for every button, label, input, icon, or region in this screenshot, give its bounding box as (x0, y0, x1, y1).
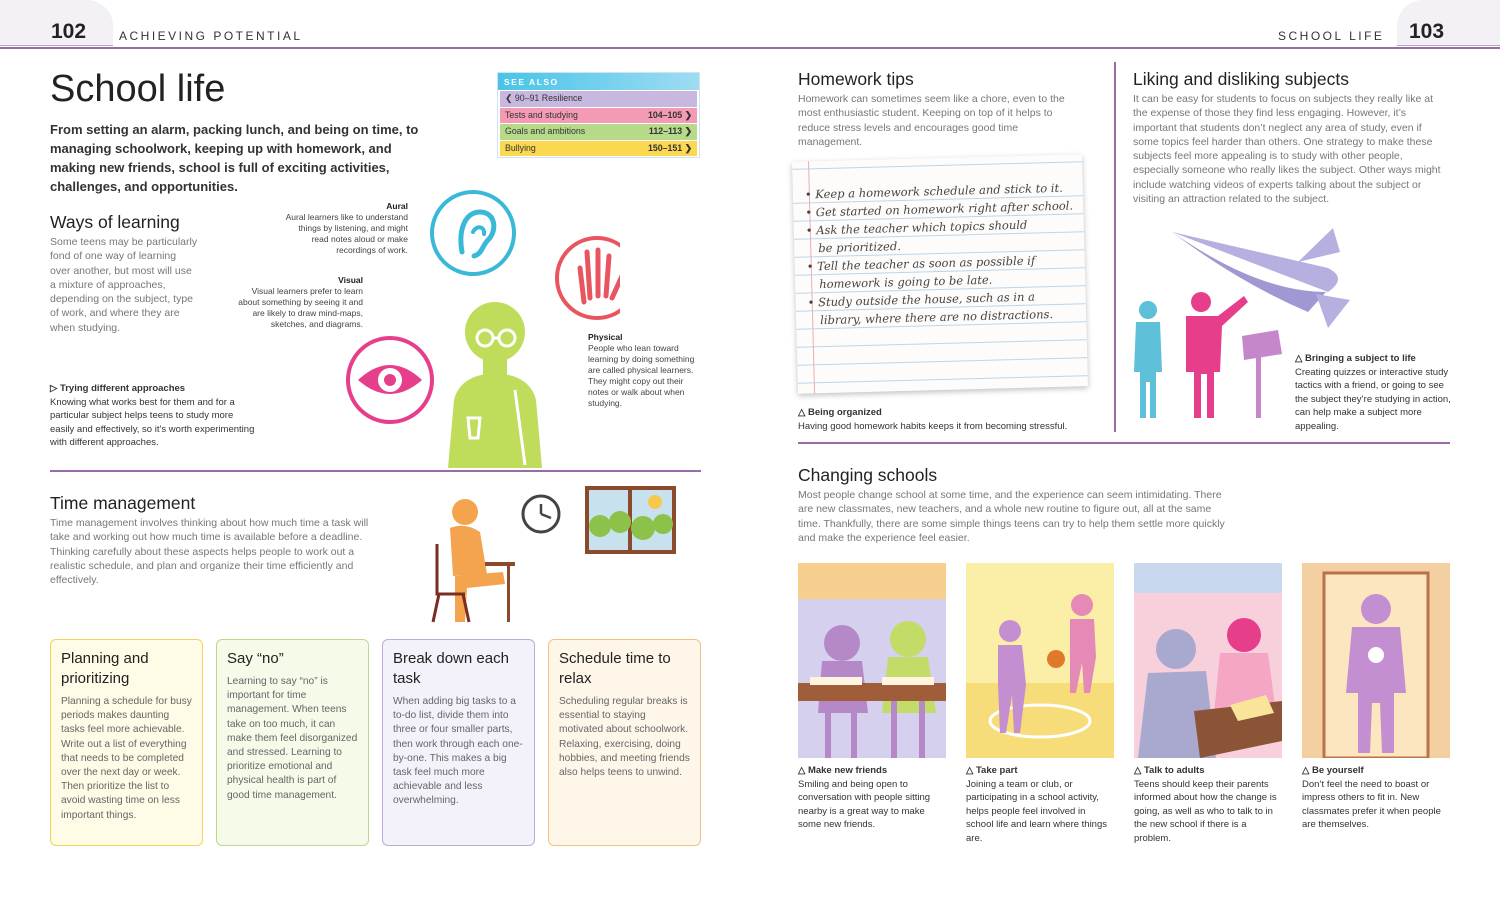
tip-box-say-no: Say “no” Learning to say “no” is important for time management. When teens take on too much, it can make them feel disorganized and stressed. Learning to prioritize emotional and physical health is part of good time management. (216, 639, 369, 846)
ways-body: Some teens may be particularly fond of one way of learning over another, but most will use a mixture of approaches, depending on the subject, type of work, and where they are when studying. (50, 236, 198, 334)
right-page-number: 103 (1409, 20, 1445, 43)
tip-box-relax: Schedule time to relax Scheduling regular breaks is essential to staying motivated about schoolwork. Relaxing, exercising, doing hobbies, and meeting friends also helps teens to unwind. (548, 639, 701, 846)
panel-take-part (966, 563, 1114, 758)
panel-be-yourself (1302, 563, 1450, 758)
homework-note (792, 154, 1088, 394)
ways-caption: ▷ Trying different approaches Knowing what works best for them and for a particular subject helps teens to study more easily and effectively, so it’s worth experimenting with different approaches. (50, 383, 255, 448)
column-rule (1114, 62, 1116, 432)
see-also-item[interactable]: ❮ 90–91 Resilience (500, 91, 697, 107)
caption-be-yourself: △ Be yourself Don’t feel the need to boast or impress others to fit in. New classmates prefer it when people are themselves. (1302, 765, 1441, 830)
right-running-head: SCHOOL LIFE (1278, 29, 1385, 43)
see-also-heading: SEE ALSO (498, 73, 699, 90)
panel-talk-adults (1134, 563, 1282, 758)
see-also-item[interactable]: Bullying 150–151 ❯ (500, 141, 697, 157)
learning-illustration (340, 190, 620, 475)
see-also-box (497, 72, 700, 158)
stressed-student (450, 499, 505, 622)
student-blue (1134, 301, 1162, 418)
time-body: Time management involves thinking about how much time a task will take and working out how much time is available before a deadline. Thinking carefully about these aspects helps people to work out a realistic schedule, and plan and organize their time efficiently and effectively. (50, 517, 369, 587)
basketball-icon (1047, 650, 1065, 668)
liking-heading: Liking and disliking subjects (1133, 69, 1349, 89)
ways-heading: Ways of learning (50, 212, 180, 232)
skull-icon (1368, 647, 1384, 663)
liking-caption: △ Bringing a subject to life Creating quizzes or interactive study tactics with a friend, or going to see the subject they’re studying in action, can help make a subject more appealing. (1295, 353, 1451, 432)
section-rule (50, 470, 701, 472)
homework-heading: Homework tips (798, 69, 914, 89)
panel-make-friends (798, 563, 946, 758)
liking-body: It can be easy for students to focus on subjects they really like at the expense of those they find less engaging. However, it’s important that students don’t neglect any area of study, even if some topics feel harder than others. One strategy to make these subjects feel more appealing is to study with other people, especially someone who really likes the subject. Other ways might include watching videos of experts talking about the subject or visiting an attraction related to the subject. (1133, 93, 1441, 206)
physical-label: Physical People who lean toward learning by doing something are called physical learners. They might copy out their notes or walk about when studying. (588, 332, 695, 408)
info-sign (1242, 330, 1282, 418)
header-rule-right (760, 47, 1500, 49)
see-also-item[interactable]: Goals and ambitions 112–113 ❯ (500, 124, 697, 140)
aural-label: Aural Aural learners like to understand things by listening, and might read notes aloud or make recordings of work. (285, 201, 408, 255)
visual-label: Visual Visual learners prefer to learn about something by seeing it and are likely to draw mind-maps, sketches, and diagrams. (238, 275, 363, 329)
homework-caption: △ Being organized Having good homework habits keeps it from becoming stressful. (798, 407, 1068, 432)
time-illustration (425, 484, 680, 624)
left-page-number: 102 (51, 20, 87, 43)
caption-make-friends: △ Make new friends Smiling and being open to conversation with people sitting nearby is a great way to make some new friends. (798, 765, 931, 830)
see-also-item[interactable]: Tests and studying 104–105 ❯ (500, 108, 697, 124)
changing-heading: Changing schools (798, 465, 938, 485)
caption-take-part: △ Take part Joining a team or club, or participating in a school activity, helps people feel involved in school life and learn where things are. (966, 765, 1108, 844)
changing-body: Most people change school at some time, and the experience can seem intimidating. There are new classmates, new teachers, and a whole new routine to figure out, all at the same time. Thankfully, there are some simple things teens can try to help them settle more quickly and make the experience feel easier. (798, 489, 1225, 544)
tip-box-break-down: Break down each task When adding big tasks to a to-do list, divide them into three or four smaller parts, then work through each one-by-one. This makes a big task feel much more achievable and less overwhelming. (382, 639, 535, 846)
header-rule-left (0, 47, 760, 49)
student-pink (1186, 292, 1248, 418)
tip-box-planning: Planning and prioritizing Planning a schedule for busy periods makes daunting tasks feel more achievable. Write out a list of everything that needs to be completed over the next day or week. Then prioritize the list to avoid wasting time on less important things. (50, 639, 203, 846)
lead-paragraph: From setting an alarm, packing lunch, and being on time, to managing schoolwork, keeping up with homework, and making new friends, school is full of exciting activities, challenges, and opportunities. (50, 122, 419, 194)
section-rule-right (798, 442, 1450, 444)
rocket-icon (1172, 228, 1350, 328)
homework-body: Homework can sometimes seem like a chore, even to the most enthusiastic student. Keeping on top of it helps to reduce stress levels and encourages good time management. (798, 93, 1065, 148)
left-running-head: ACHIEVING POTENTIAL (119, 29, 303, 43)
note-text: • Keep a homework schedule and stick to it. • Get started on homework right after school. • Ask the teacher which topics should be prioritized. • Tell the teacher as soon as possible if homework is going to be late. • Study outside the house, such as in a library, where there are no distractions. (804, 180, 1074, 328)
time-heading: Time management (50, 493, 196, 513)
caption-talk-adults: △ Talk to adults Teens should keep their parents informed about how the change is going, as well as who to talk to in the new school if there is a problem. (1134, 765, 1277, 844)
page-title: School life (50, 68, 226, 110)
student-figure (448, 302, 542, 468)
